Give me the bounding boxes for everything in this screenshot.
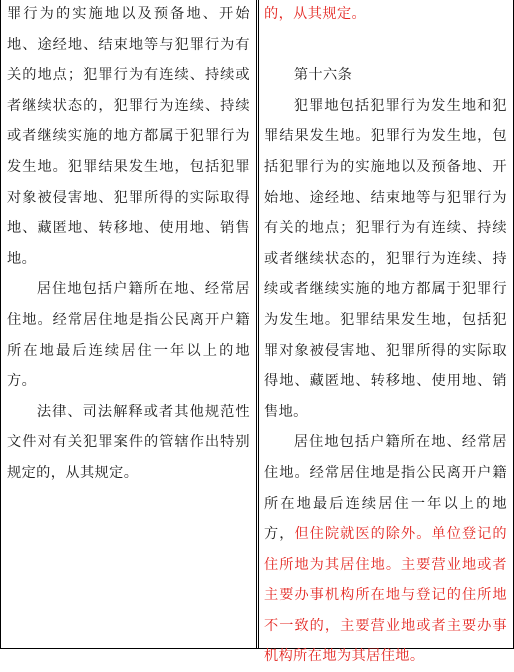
right-paragraph-2-text: 居住地包括户籍所在地、经常居住地。经常居住地是指公民离开户籍所在地最后连续居住一年以上的地方， [264,434,507,543]
left-paragraph-1: 罪行为的实施地以及预备地、开始地、途经地、结束地等与犯罪行为有关的地点；犯罪行为有连续、持续或者继续状态的，犯罪行为连续、持续或者继续实施的地方都属于犯罪行为发生地。犯罪结果发生地，包括犯罪对象被侵害地、犯罪所得的实际取得地、藏匿地、转移地、使用地、销售地。 [7,6,250,267]
left-paragraph-2: 居住地包括户籍所在地、经常居住地。经常居住地是指公民离开户籍所在地最后连续居住一年以上的地方。 [7,281,250,390]
right-column [264,0,507,672]
article-title: 第十六条 [293,67,353,84]
right-top-fragment: 的，从其规定。 [264,6,367,22]
column-divider-right [258,0,259,649]
column-divider-left [256,0,257,649]
blank-line [264,30,507,61]
right-paragraph-2 [264,427,507,672]
right-paragraph-1: 犯罪地包括犯罪行为发生地和犯罪结果发生地。犯罪行为发生地，包括犯罪行为的实施地以及预备地、开始地、途经地、结束地等与犯罪行为有关的地点；犯罪行为有连续、持续或者继续状态的，犯罪行为连续、持续或者继续实施的地方都属于犯罪行为发生地。犯罪结果发生地，包括犯罪对象被侵害地、犯罪所得的实际取得地、藏匿地、转移地、使用地、销售地。 [264,97,507,420]
right-paragraph-2-red: 但住院就医的除外。单位登记的住所地为其居住地。主要营业地或者主要办事机构所在地与登记的住所地不一致的，主要营业地或者主要办事机构所在地为其居住地。 [264,526,507,665]
left-paragraph-3: 法律、司法解释或者其他规范性文件对有关犯罪案件的管辖作出特别规定的，从其规定。 [7,403,250,481]
left-column [7,0,250,489]
left-border [0,0,1,649]
